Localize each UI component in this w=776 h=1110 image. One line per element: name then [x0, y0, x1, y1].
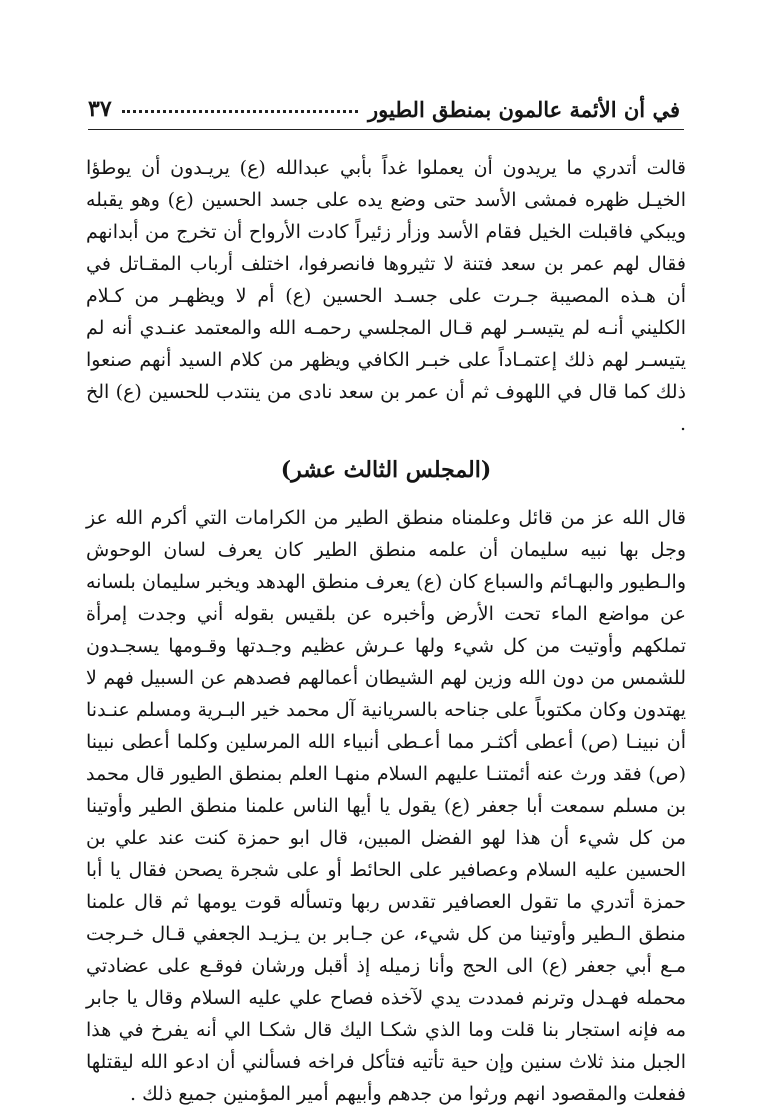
running-head: في أن الأئمة عالمون بمنطق الطيور	[368, 97, 680, 122]
page-header	[88, 86, 680, 122]
section-heading: (المجلس الثالث عشر)	[280, 457, 492, 483]
paragraph-2: قال الله عز من قائل وعلمناه منطق الطير من الكرامات التي أكرم الله عز وجل بها نبيه سليمان أن علمه منطق الطير كان يعرف لسان الوحوش والـطيور والبهـائم والسباع كان (ع) يعرف منطق الهدهد ويخبر سليمان بلسانه عن مواضع الماء تحت الأرض وأخبره عن بلقيس بقوله أني وجدت إمرأة تملكهم وأوتيت من كل شيء ولها عـرش عظيم وجـدتها وقـومها يسجـدون للشمس من دون الله وزين لهم الشيطان أعمالهم فصدهم عن السبيل فهم لا يهتدون وكان مكتوباً على جناحه بالسريانية آل محمد خير البـرية ومسلم عنـدنا أن نبينـا (ص) أعطى أكثـر مما أعـطى أنبياء الله المرسلين وكلما أعطى نبينا (ص) فقد ورث عنه أئمتنـا عليهم السلام منهـا العلم بمنطق الطيور قال محمد بن مسلم سمعت أبا جعفر (ع) يقول يا أيها الناس علمنا منطق الطير وأوتينا من كل شيء أن هذا لهو الفضل المبين، قال ابو حمزة كنت عند علي بن الحسين عليه السلام وعصافير على الحائط أو على شجرة يصحن فقال يا أبا حمزة أتدري ما تقول العصافير تقدس ربها وتسأله قوت يومها ثم قال علمنا منطق الـطير وأوتينا من كل شيء، عن جـابر بن يـزيـد الجعفي قـال خـرجت مـع أبي جعفر (ع) الى الحج وأنا زميله إذ أقبل ورشان فوقـع على عضادتي محمله فهـدل وترنم فمددت يدي لآخذه فصاح علي عليه السلام وقال يا جابر مه فإنه استجار بنا قلت وما الذي شكـا اليك قال شكـا الي أنه يفرخ في هذا الجبل منذ ثلاث سنين وإن حية تأتيه فتأكل فراخه فسألني أن ادعو الله ليقتلها ففعلت والمقصود انهم ورثوا من جدهم وأبيهم أمير المؤمنين جميع ذلك .	[86, 507, 686, 1105]
paragraph-1: قالت أتدري ما يريدون أن يعملوا غداً بأبي عبدالله (ع) يريـدون أن يوطؤا الخيـل ظهره فمشى الأسد حتى وضع يده على جسد الحسين (ع) وهو يقبله ويبكي فاقبلت الخيل فقام الأسد وزأر زئيراً كادت الأرواح أن تخرج من أبدانهم فقال لهم عمر بن سعد فتنة لا تثيروها فانصرفوا، اختلف أرباب المقـاتل في أن هـذه المصيبة جـرت على جسـد الحسين (ع) أم لا ويظهـر من كـلام الكليني أنـه لم يتيسـر لهم قـال المجلسي رحمـه الله والمعتمد عنـدي أنه لم يتيسـر لهم ذلك إعتمـاداً على خبـر الكافي ويظهر من كلام السيد أنهم صنعوا ذلك كما قال في اللهوف ثم أن عمر بن سعد نادى من ينتدب للحسين (ع) الخ .	[86, 157, 686, 435]
page-number: ٣٧	[88, 96, 112, 122]
header-rule	[88, 129, 684, 130]
leader-dots	[122, 110, 358, 113]
